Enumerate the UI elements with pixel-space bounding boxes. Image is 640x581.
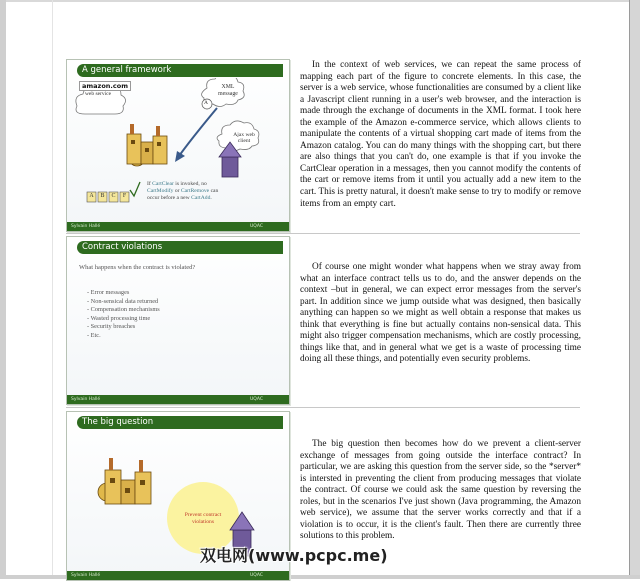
list-item: - Security breaches [87,323,160,332]
note-end: . [210,195,212,201]
slide-contract-violations [66,236,290,405]
section-divider [66,407,580,408]
note-prefix: If [147,181,153,187]
slide-question: What happens when the contract is violated? [79,264,196,271]
note-mid: is invoked, no [173,181,207,187]
circle-a-label: A [204,100,208,106]
page-frame-top [0,0,640,2]
ajax-client-label: Ajax web client [233,132,255,145]
paragraph-2: Of course one might wonder what happens when we stray away from what an interface contract tells us to do, and the answer depends on the context –but in general, we can expect error messages from the server's part. In addition since we jump outside what was designed, then basically anything can happen so we might as well obtain a response that makes us think that everything is fine but actually contains non-sensical data. This might also trigger compensation mechanisms, which are costly processing, things like that, and in general what we get is a waste of processing time doing all these things, and potentially even security problems. [300,262,581,365]
list-item: - Etc. [87,332,160,341]
violation-list [87,289,160,340]
footer-institution: UQAC [250,573,263,578]
footer-author: Sylvain Hallé [71,573,101,578]
box-label-2: B [100,193,105,199]
list-item: - Error messages [87,289,160,298]
page-frame-left [0,0,6,579]
slide-title: The big question [77,416,283,429]
list-item: - Non-sensical data returned [87,298,160,307]
footer-institution: UQAC [250,397,263,402]
note-cartremove: CartRemove [180,188,210,194]
factory-icon [127,124,167,166]
web-service-label: web service [84,91,112,97]
footer-institution: UQAC [250,224,263,229]
message-arrow-head [175,151,185,162]
slide-footer [67,395,289,404]
cart-boxes [87,182,140,202]
slide-diagram [67,78,289,228]
section-divider [66,233,580,234]
slide-title: A general framework [77,64,283,77]
cartclear-note [147,181,227,202]
box-label-3: C [111,193,116,199]
xml-message-label: XML message [218,84,238,97]
page-guide-line [52,0,53,579]
window-scrollbar[interactable] [630,0,640,579]
footer-author: Sylvain Hallé [71,224,101,229]
message-arrow [179,108,217,156]
slide-footer [67,222,289,231]
note-after: can occur before a new [147,188,219,201]
note-or: or [173,188,181,194]
note-cartclear: CartClear [152,181,174,187]
note-cartmodify: CartModify [147,188,174,194]
prevent-circle-text: Prevent contract violations [184,512,222,525]
list-item: - Compensation mechanisms [87,306,160,315]
footer-author: Sylvain Hallé [71,397,101,402]
watermark: 双电网(www.pcpc.me) [200,546,388,565]
slide-general-framework [66,59,290,232]
box-label-1: A [89,193,94,199]
note-cartadd: CartAdd [191,195,211,201]
amazon-logo: amazon.com [79,81,131,91]
slide-title: Contract violations [77,241,283,254]
factory-icon [98,458,151,504]
paragraph-1: In the context of web services, we can repeat the same process of mapping each part of the figure to concrete elements. In this case, the server is a web service, whose functionalities are consumed by a client like a Javascript client running in a user's web browser, and the interaction is made through the exchange of documents in the XML format. I took here the example of the Amazon e-commerce service, which allows clients to manipulate the contents of a virtual shopping cart made of items from the Amazon catalog. You can do many things with the shopping cart, but there are also things that you can't do, one example is that if you invoke the CartClear operation in a messages, then you cannot modify the contents of the cart or remove items from it until you actually add a new item to the cart. This is pretty natural, it doesn't make sense to try to modify or remove items from an empty cart. [300,60,581,209]
box-label-4: F [122,193,127,199]
list-item: - Wasted processing time [87,315,160,324]
paragraph-3: The big question then becomes how do we prevent a client-server exchange of messages from going outside the interface contract? In particular, we are asking this question from the server side, so the *server* is intersted in preventing the client from producing messages that violate the contract. Of course we could ask the same question by reversing the roles, but in the scenarios I've just shown (Java programming, the Amazon web service), we assume that the server works correctly and that if a violation is to occur, it is the client's fault. Then there are currently three solutions to this problem. [300,439,581,542]
